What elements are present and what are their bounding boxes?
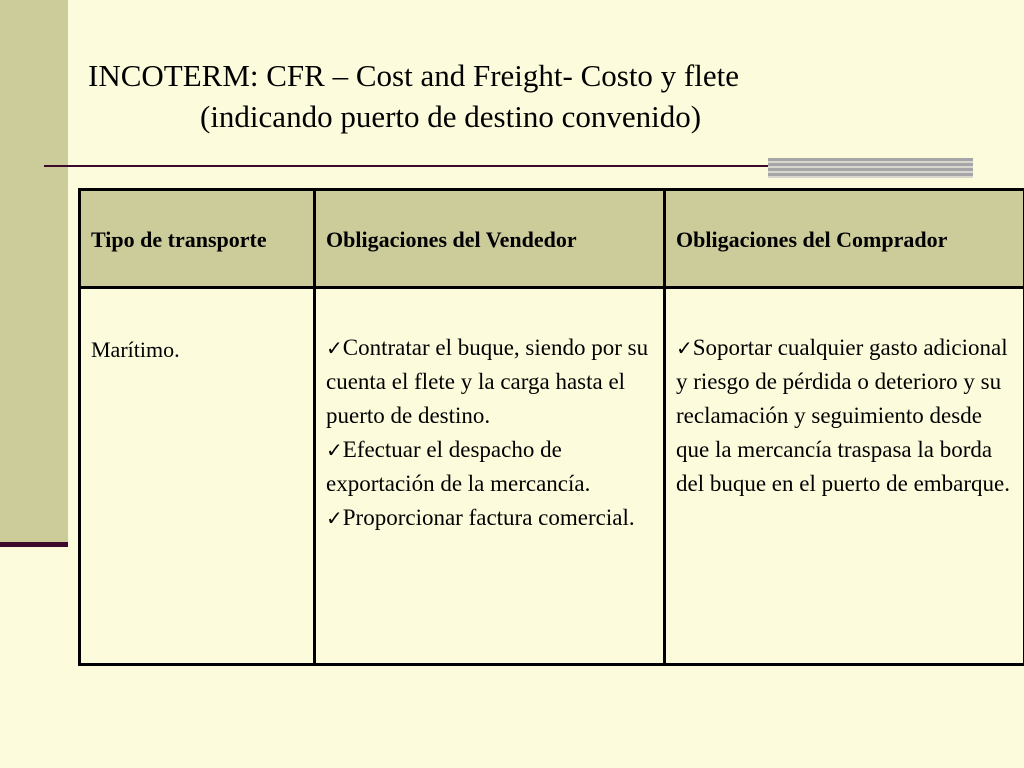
check-icon: ✓ [676, 336, 693, 360]
seller-obligation-text: Proporcionar factura comercial. [342, 505, 635, 530]
slide-title-line-1: INCOTERM: CFR – Cost and Freight- Costo y flete [88, 58, 739, 93]
header-seller-obligations: Obligaciones del Vendedor [315, 190, 665, 288]
slide-title-line-2: (indicando puerto de destino convenido) [200, 99, 702, 134]
accent-bar [768, 158, 973, 178]
table-row [80, 288, 1024, 665]
cell-buyer-obligations [665, 288, 1024, 665]
seller-obligation-item [326, 433, 653, 501]
side-decoration-bar [0, 0, 68, 545]
buyer-obligation-item [676, 331, 1013, 501]
check-icon: ✓ [326, 438, 343, 462]
cell-transport-type: Marítimo. [80, 288, 315, 665]
cell-seller-obligations [315, 288, 665, 665]
check-icon: ✓ [326, 336, 343, 360]
title-divider [44, 165, 768, 167]
header-buyer-obligations: Obligaciones del Comprador [665, 190, 1024, 288]
seller-obligation-item [326, 501, 653, 535]
check-icon: ✓ [326, 506, 343, 530]
header-transport-type: Tipo de transporte [80, 190, 315, 288]
seller-obligation-text: Efectuar el despacho de exportación de la mercancía. [326, 437, 591, 496]
seller-obligation-item [326, 331, 653, 433]
buyer-obligation-text: Soportar cualquier gasto adicional y riesgo de pérdida o deterioro y su reclamación y seguimiento desde que la mercancía traspasa la borda del buque en el puerto de embarque. [676, 335, 1011, 496]
side-decoration-rule [0, 542, 68, 547]
seller-obligation-text: Contratar el buque, siendo por su cuenta el flete y la carga hasta el puerto de destino. [326, 335, 649, 428]
table-header-row [80, 190, 1024, 288]
slide-title [88, 55, 968, 137]
obligations-table [78, 188, 1024, 666]
